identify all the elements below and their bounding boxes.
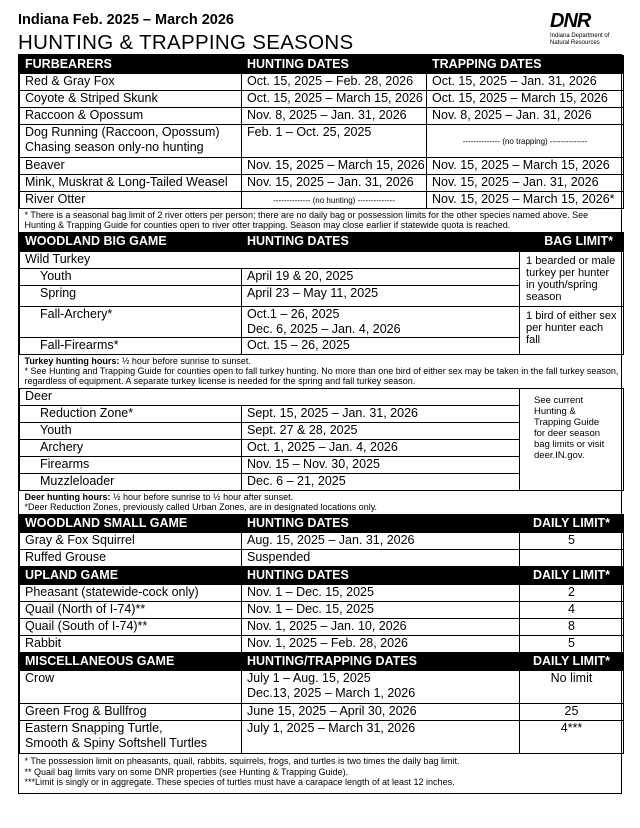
deer-bag-limit: See current Hunting & Trapping Guide for deer season bag limits or visit deer.IN.gov. (520, 389, 624, 491)
hunting-dates: Nov. 1 – Dec. 15, 2025 (242, 602, 520, 619)
table-row (20, 108, 624, 125)
hunting-dates: Nov. 15, 2025 – March 15, 2026 (242, 158, 427, 175)
table-row (20, 585, 624, 602)
species-name: Ruffed Grouse (20, 550, 242, 567)
hunting-dates: Aug. 15, 2025 – Jan. 31, 2026 (242, 533, 520, 550)
species-name: River Otter (20, 192, 242, 209)
page-title: HUNTING & TRAPPING SEASONS (18, 31, 354, 54)
species-name: Raccoon & Opossum (20, 108, 242, 125)
species-name: Rabbit (20, 636, 242, 653)
table-row (20, 533, 624, 550)
season-dates: Oct. 15 – 26, 2025 (242, 338, 520, 355)
species-name: Quail (North of I-74)** (20, 602, 242, 619)
season-name: Fall-Archery* (20, 307, 242, 338)
daily-limit: 2 (520, 585, 624, 602)
season-name: Reduction Zone* (20, 406, 242, 423)
season-dates: Sept. 27 & 28, 2025 (242, 423, 520, 440)
season-dates-line2: Dec. 6, 2025 – Jan. 4, 2026 (247, 322, 401, 336)
turkey-table (19, 251, 624, 388)
header-cell: DAILY LIMIT* (520, 515, 624, 533)
header-cell: HUNTING/TRAPPING DATES (242, 653, 520, 671)
species-name: Green Frog & Bullfrog (20, 704, 242, 721)
deer-hours-label: Deer hunting hours: (24, 492, 111, 502)
species-name: Beaver (20, 158, 242, 175)
header-cell: DAILY LIMIT* (520, 653, 624, 671)
section-header-small-game (20, 515, 624, 533)
hunting-dates: Nov. 1, 2025 – Jan. 10, 2026 (242, 619, 520, 636)
turkey-note-row (20, 355, 624, 389)
section-header-furbearers (20, 56, 624, 74)
header-cell: HUNTING DATES (242, 515, 520, 533)
table-row (20, 175, 624, 192)
species-name: Coyote & Striped Skunk (20, 91, 242, 108)
deer-note-text: *Deer Reduction Zones, previously called Urban Zones, are in designated locations only. (24, 502, 378, 512)
section-header-big-game (20, 233, 624, 251)
trapping-dates: Nov. 15, 2025 – March 15, 2026 (427, 158, 624, 175)
header-cell: HUNTING DATES (242, 567, 520, 585)
season-name: Firearms (20, 457, 242, 474)
footnote-2: ** Quail bag limits vary on some DNR properties (see Hunting & Trapping Guide). (24, 766, 349, 777)
trapping-dates: Oct. 15, 2025 – Jan. 31, 2026 (427, 74, 624, 91)
species-name: Quail (South of I-74)** (20, 619, 242, 636)
deer-note (20, 491, 624, 515)
season-name: Youth (20, 423, 242, 440)
season-dates: Sept. 15, 2025 – Jan. 31, 2026 (242, 406, 520, 423)
season-name: Spring (20, 286, 242, 307)
season-dates-line1: Oct.1 – 26, 2025 (247, 307, 340, 321)
footnote-1: * The possession limit on pheasants, quail, rabbits, squirrels, frogs, and turtles is two times the daily bag limit. (24, 756, 460, 766)
section-header-misc (20, 653, 624, 671)
table-row (20, 192, 624, 209)
hunting-dates: Suspended (242, 550, 520, 567)
turkey-fall-bag-limit: 1 bird of either sex per hunter each fall (520, 307, 624, 355)
species-name-line2: Smooth & Spiny Softshell Turtles (25, 736, 208, 750)
turkey-spring-bag-limit: 1 bearded or male turkey per hunter in youth/spring season (520, 252, 624, 307)
footnote-3: ***Limit is singly or in aggregate. These species of turtles must have a carapace length of at least 12 inches. (24, 777, 455, 787)
hunting-dates: June 15, 2025 – April 30, 2026 (242, 704, 520, 721)
table-row (20, 74, 624, 91)
season-dates: Dec. 6 – 21, 2025 (242, 474, 520, 491)
table-row (20, 125, 624, 158)
deer-table (19, 388, 624, 514)
season-dates: Nov. 15 – Nov. 30, 2025 (242, 457, 520, 474)
dnr-logo-subtext: Indiana Department of Natural Resources (550, 33, 610, 46)
header-cell: FURBEARERS (20, 56, 242, 74)
daily-limit (520, 550, 624, 567)
species-name: Gray & Fox Squirrel (20, 533, 242, 550)
header-cell: DAILY LIMIT* (520, 567, 624, 585)
hunting-dates: -------------- (no hunting) -------------- (242, 192, 427, 209)
species-name: Crow (20, 671, 242, 704)
footnotes-row (20, 754, 624, 790)
hunting-dates: Nov. 8, 2025 – Jan. 31, 2026 (242, 108, 427, 125)
species-name: Red & Gray Fox (20, 74, 242, 91)
daily-limit: 4*** (520, 721, 624, 754)
dnr-logo-text: DNR (550, 10, 591, 32)
header-cell: UPLAND GAME (20, 567, 242, 585)
turkey-hours: ½ hour before sunrise to sunset. (119, 356, 251, 366)
furbearers-note-row (20, 209, 624, 233)
footnotes (20, 754, 624, 790)
daily-limit: 5 (520, 533, 624, 550)
table-row (20, 704, 624, 721)
season-name: Archery (20, 440, 242, 457)
hunting-dates: Nov. 1 – Dec. 15, 2025 (242, 585, 520, 602)
table-row (20, 91, 624, 108)
header-cell: WOODLAND SMALL GAME (20, 515, 242, 533)
hunting-dates: Nov. 15, 2025 – Jan. 31, 2026 (242, 175, 427, 192)
trapping-dates: Nov. 8, 2025 – Jan. 31, 2026 (427, 108, 624, 125)
species-name-line2: Chasing season only-no hunting (25, 140, 204, 154)
table-row (20, 671, 624, 704)
season-dates: April 19 & 20, 2025 (242, 269, 520, 286)
season-name: Fall-Firearms* (20, 338, 242, 355)
header-cell: HUNTING DATES (242, 56, 427, 74)
table-row (20, 389, 624, 406)
hunting-dates: July 1, 2025 – March 31, 2026 (242, 721, 520, 754)
table-row (20, 636, 624, 653)
turkey-hours-label: Turkey hunting hours: (24, 356, 120, 366)
species-name: Mink, Muskrat & Long-Tailed Weasel (20, 175, 242, 192)
section-header-upland (20, 567, 624, 585)
table-row (20, 721, 624, 754)
daily-limit: 8 (520, 619, 624, 636)
hunting-dates: Nov. 1, 2025 – Feb. 28, 2026 (242, 636, 520, 653)
dnr-logo (550, 10, 620, 47)
daily-limit: 4 (520, 602, 624, 619)
seasons-table-frame (18, 54, 622, 794)
species-name-line1: Dog Running (Raccoon, Opossum) (25, 125, 220, 139)
daily-limit: 25 (520, 704, 624, 721)
table-row (20, 602, 624, 619)
species-name (20, 125, 242, 158)
deer-hours: ½ hour before sunrise to ½ hour after sunset. (110, 492, 294, 502)
season-dates: April 23 – May 11, 2025 (242, 286, 520, 307)
table-row (20, 252, 624, 269)
header-cell: BAG LIMIT* (427, 233, 624, 251)
trapping-dates: Nov. 15, 2025 – March 15, 2026* (427, 192, 624, 209)
deer-label: Deer (20, 389, 520, 406)
table-row (20, 307, 624, 338)
table-row (20, 619, 624, 636)
hunting-dates (242, 671, 520, 704)
turkey-note (20, 355, 624, 389)
trapping-dates: -------------- (no trapping) -------------- (427, 125, 624, 158)
seasons-table (19, 55, 624, 251)
header-cell: MISCELLANEOUS GAME (20, 653, 242, 671)
season-name: Youth (20, 269, 242, 286)
dates-line2: Dec.13, 2025 – March 1, 2026 (247, 686, 416, 700)
species-name (20, 721, 242, 754)
turkey-label: Wild Turkey (20, 252, 520, 269)
trapping-dates: Oct. 15, 2025 – March 15, 2026 (427, 91, 624, 108)
hunting-dates: Oct. 15, 2025 – Feb. 28, 2026 (242, 74, 427, 91)
daily-limit: 5 (520, 636, 624, 653)
table-row (20, 158, 624, 175)
species-name: Pheasant (statewide-cock only) (20, 585, 242, 602)
page-subtitle: Indiana Feb. 2025 – March 2026 (18, 12, 234, 28)
header-cell: HUNTING DATES (242, 233, 427, 251)
furbearers-note: * There is a seasonal bag limit of 2 river otters per person; there are no daily bag or possession limits for the other species named above. See Hunting & Trapping Guide for counties open to river otter trapping. Season may close earlier if statewide quota is reached. (24, 210, 589, 230)
season-dates (242, 307, 520, 338)
daily-limit: No limit (520, 671, 624, 704)
header-cell: TRAPPING DATES (427, 56, 624, 74)
deer-note-row (20, 491, 624, 515)
hunting-dates: Oct. 15, 2025 – March 15, 2026 (242, 91, 427, 108)
turkey-note-text: * See Hunting and Trapping Guide for counties open to fall turkey hunting. No more than one bird of either sex may be taken in the fall turkey season, regardless of equipment. A separate turkey license is needed for the spring and fall turkey season. (24, 366, 619, 386)
small-game-table (19, 514, 624, 790)
season-dates: Oct. 1, 2025 – Jan. 4, 2026 (242, 440, 520, 457)
species-name-line1: Eastern Snapping Turtle, (25, 721, 163, 735)
season-name: Muzzleloader (20, 474, 242, 491)
trapping-dates: Nov. 15, 2025 – Jan. 31, 2026 (427, 175, 624, 192)
hunting-dates: Feb. 1 – Oct. 25, 2025 (242, 125, 427, 158)
dates-line1: July 1 – Aug. 15, 2025 (247, 671, 371, 685)
table-row (20, 550, 624, 567)
header-cell: WOODLAND BIG GAME (20, 233, 242, 251)
